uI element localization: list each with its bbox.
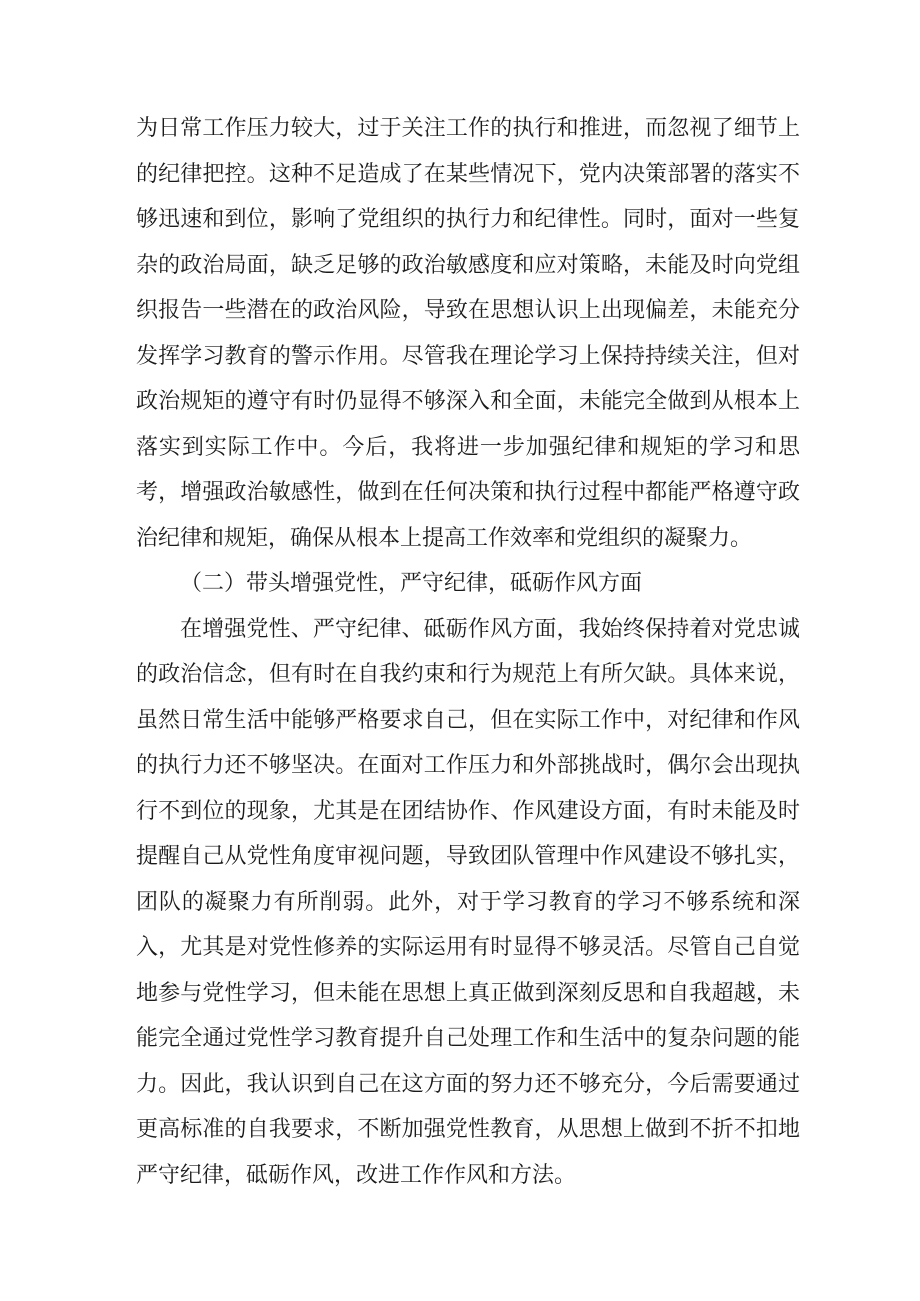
document-body [136,106,800,1198]
paragraph-party-discipline: 在增强党性、严守纪律、砥砺作风方面，我始终保持着对党忠诚的政治信念，但有时在自我约束和行为规范上有所欠缺。具体来说，虽然日常生活中能够严格要求自己，但在实际工作中，对纪律和作风的执行力还不够坚决。在面对工作压力和外部挑战时，偶尔会出现执行不到位的现象，尤其是在团结协作、作风建设方面，有时未能及时提醒自己从党性角度审视问题，导致团队管理中作风建设不够扎实，团队的凝聚力有所削弱。此外，对于学习教育的学习不够系统和深入，尤其是对党性修养的实际运用有时显得不够灵活。尽管自己自觉地参与党性学习，但未能在思想上真正做到深刻反思和自我超越，未能完全通过党性学习教育提升自己处理工作和生活中的复杂问题的能力。因此，我认识到自己在这方面的努力还不够充分，今后需要通过更高标准的自我要求，不断加强党性教育，从思想上做到不折不扣地严守纪律，砥砺作风，改进工作作风和方法。 [136,616,800,1188]
section-heading: （二）带头增强党性，严守纪律，砥砺作风方面 [180,571,643,596]
paragraph-continuation: 为日常工作压力较大，过于关注工作的执行和推进，而忽视了细节上的纪律把控。这种不足造成了在某些情况下，党内决策部署的落实不够迅速和到位，影响了党组织的执行力和纪律性。同时，面对一些复杂的政治局面，缺乏足够的政治敏感度和应对策略，未能及时向党组织报告一些潜在的政治风险，导致在思想认识上出现偏差，未能充分发挥学习教育的警示作用。尽管我在理论学习上保持持续关注，但对政治规矩的遵守有时仍显得不够深入和全面，未能完全做到从根本上落实到实际工作中。今后，我将进一步加强纪律和规矩的学习和思考，增强政治敏感性，做到在任何决策和执行过程中都能严格遵守政治纪律和规矩，确保从根本上提高工作效率和党组织的凝聚力。 [136,116,800,551]
